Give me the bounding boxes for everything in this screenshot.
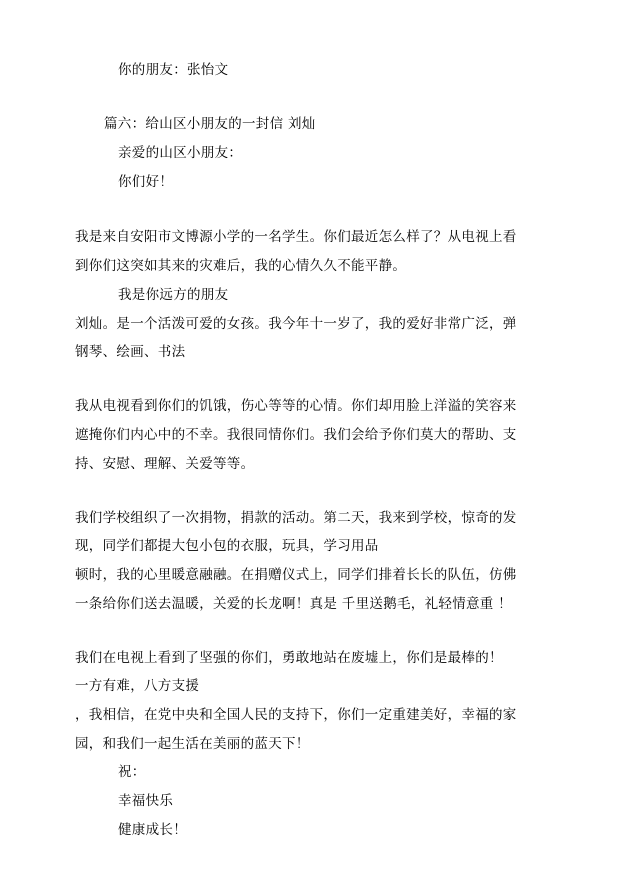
closing-line-2: 健康成长！	[118, 822, 187, 838]
paragraph-line: 持、安慰、理解、关爱等等。	[75, 456, 255, 472]
paragraph-line: 刘灿。是一个活泼可爱的女孩。我今年十一岁了，我的爱好非常广泛，弹	[75, 316, 517, 332]
paragraph-line: 我是来自安阳市文博源小学的一名学生。你们最近怎么样了？从电视上看	[75, 229, 517, 245]
paragraph-line: 我从电视看到你们的饥饿，伤心等等的心情。你们却用脸上洋溢的笑容来	[75, 398, 517, 414]
closing-wish: 祝：	[118, 764, 146, 780]
letter-title: 篇六：给山区小朋友的一封信 刘灿	[104, 116, 316, 132]
paragraph-line: 我们学校组织了一次捐物，捐款的活动。第二天，我来到学校，惊奇的发	[75, 510, 517, 526]
paragraph-line: 遮掩你们内心中的不幸。我很同情你们。我们会给予你们莫大的帮助、支	[75, 427, 517, 443]
salutation: 亲爱的山区小朋友：	[118, 145, 243, 161]
paragraph-line: 顿时，我的心里暖意融融。在捐赠仪式上，同学们排着长长的队伍，仿佛	[75, 567, 517, 583]
paragraph-line: ，我相信，在党中央和全国人民的支持下，你们一定重建美好，幸福的家	[75, 707, 517, 723]
previous-letter-signoff: 你的朋友：张怡文	[118, 62, 229, 78]
closing-line-1: 幸福快乐	[118, 793, 174, 809]
greeting: 你们好！	[118, 174, 174, 190]
paragraph-line: 现，同学们都提大包小包的衣服，玩具，学习用品	[75, 538, 379, 554]
paragraph-line: 园，和我们一起生活在美丽的蓝天下！	[75, 736, 310, 752]
paragraph-line: 一方有难，八方支援	[75, 678, 200, 694]
paragraph-line: 到你们这突如其来的灾难后，我的心情久久不能平静。	[75, 258, 407, 274]
paragraph-line: 一条给你们送去温暖，关爱的长龙啊！真是 千里送鹅毛，礼轻情意重 ！	[75, 596, 512, 612]
paragraph-line: 钢琴、绘画、书法	[75, 344, 186, 360]
paragraph-line: 我们在电视上看到了坚强的你们，勇敢地站在废墟上，你们是最棒的！	[75, 650, 503, 666]
paragraph-line: 我是你远方的朋友	[118, 287, 229, 303]
